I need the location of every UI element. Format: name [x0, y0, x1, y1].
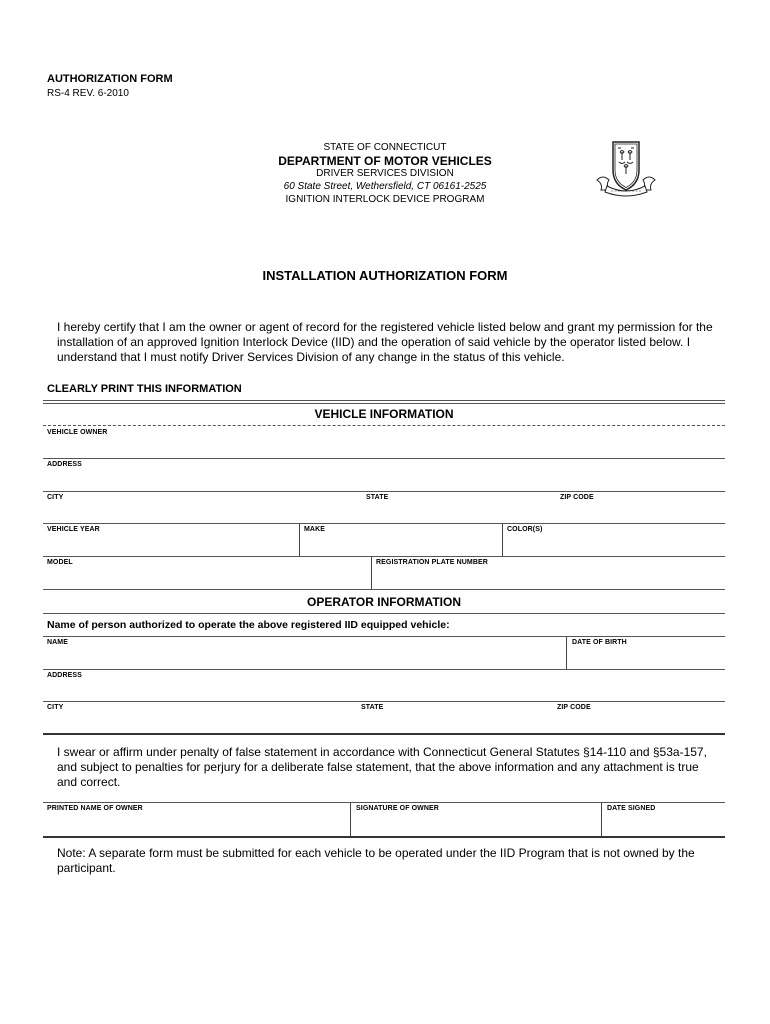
operator-dob-label: DATE OF BIRTH: [572, 639, 627, 646]
operator-zip-field[interactable]: [553, 702, 725, 733]
vehicle-model-field[interactable]: [43, 557, 370, 589]
vehicle-colors-label: COLOR(S): [507, 526, 543, 533]
operator-state-field[interactable]: [357, 702, 552, 733]
form-revision: RS-4 REV. 6-2010: [47, 88, 129, 99]
vehicle-year-field[interactable]: [43, 524, 298, 556]
vehicle-zip-label: ZIP CODE: [560, 494, 594, 501]
signature-field[interactable]: [351, 803, 600, 836]
vehicle-section-title: VEHICLE INFORMATION: [314, 407, 454, 421]
section-end-rule: [43, 733, 725, 735]
vehicle-model-label: MODEL: [47, 559, 73, 566]
vehicle-city-label: CITY: [47, 494, 64, 501]
form-title: INSTALLATION AUTHORIZATION FORM: [262, 268, 508, 283]
operator-title-rule: [43, 613, 725, 614]
print-instruction: CLEARLY PRINT THIS INFORMATION: [47, 383, 242, 395]
operator-name-field[interactable]: [43, 637, 565, 669]
printed-name-field[interactable]: [43, 803, 349, 836]
date-signed-field[interactable]: [602, 803, 725, 836]
header-department: DEPARTMENT OF MOTOR VEHICLES: [278, 154, 492, 168]
vehicle-plate-field[interactable]: [372, 557, 725, 589]
operator-section-title: OPERATOR INFORMATION: [307, 595, 461, 609]
operator-subtitle: Name of person authorized to operate the above registered IID equipped vehicle:: [47, 619, 450, 631]
certification-text: I hereby certify that I am the owner or agent of record for the registered vehicle listed below and grant my permission for the installation of an approved Ignition Interlock Device (IID) and the operation of said vehicle by the operator listed below. I understand that I must notify Driver Services Division of any change in the status of this vehicle.: [57, 320, 713, 364]
vehicle-state-label: STATE: [366, 494, 389, 501]
signature-bottom-rule: [43, 836, 725, 838]
vehicle-plate-label: REGISTRATION PLATE NUMBER: [376, 559, 488, 566]
row-rule: [43, 589, 725, 590]
header-division: DRIVER SERVICES DIVISION: [316, 168, 454, 179]
oath-text: I swear or affirm under penalty of false statement in accordance with Connecticut General Statutes §14-110 and §53a-157, and subject to penalties for perjury for a deliberate false statement, that the above information and any attachment is true and correct.: [57, 745, 707, 789]
operator-dob-field[interactable]: [567, 637, 725, 669]
operator-city-label: CITY: [47, 704, 64, 711]
vehicle-address-field[interactable]: [43, 459, 725, 491]
vehicle-section-top-rule: [43, 400, 725, 404]
header-program: IGNITION INTERLOCK DEVICE PROGRAM: [285, 194, 485, 205]
header-address: 60 State Street, Wethersfield, CT 06161-2525: [283, 181, 487, 192]
form-id-label: AUTHORIZATION FORM: [47, 73, 173, 85]
operator-name-label: NAME: [47, 639, 69, 646]
operator-city-field[interactable]: [43, 702, 355, 733]
operator-address-field[interactable]: [43, 670, 725, 701]
vehicle-address-label: ADDRESS: [47, 461, 82, 468]
vehicle-owner-field[interactable]: [43, 426, 725, 458]
vehicle-owner-label: VEHICLE OWNER: [47, 429, 108, 436]
vehicle-city-field[interactable]: [43, 492, 358, 523]
vehicle-make-label: MAKE: [304, 526, 326, 533]
header-state: STATE OF CONNECTICUT: [323, 142, 447, 153]
printed-name-label: PRINTED NAME OF OWNER: [47, 805, 143, 812]
operator-address-label: ADDRESS: [47, 672, 82, 679]
operator-state-label: STATE: [361, 704, 384, 711]
operator-zip-label: ZIP CODE: [557, 704, 591, 711]
vehicle-colors-field[interactable]: [503, 524, 725, 556]
signature-label: SIGNATURE OF OWNER: [356, 805, 439, 812]
note-text: Note: A separate form must be submitted for each vehicle to be operated under the IID Program that is not owned by the participant.: [57, 846, 695, 875]
vehicle-make-field[interactable]: [300, 524, 501, 556]
vehicle-zip-field[interactable]: [556, 492, 725, 523]
vehicle-state-field[interactable]: [362, 492, 554, 523]
state-seal-icon: [593, 134, 659, 200]
date-signed-label: DATE SIGNED: [607, 805, 656, 812]
vehicle-year-label: VEHICLE YEAR: [47, 526, 100, 533]
